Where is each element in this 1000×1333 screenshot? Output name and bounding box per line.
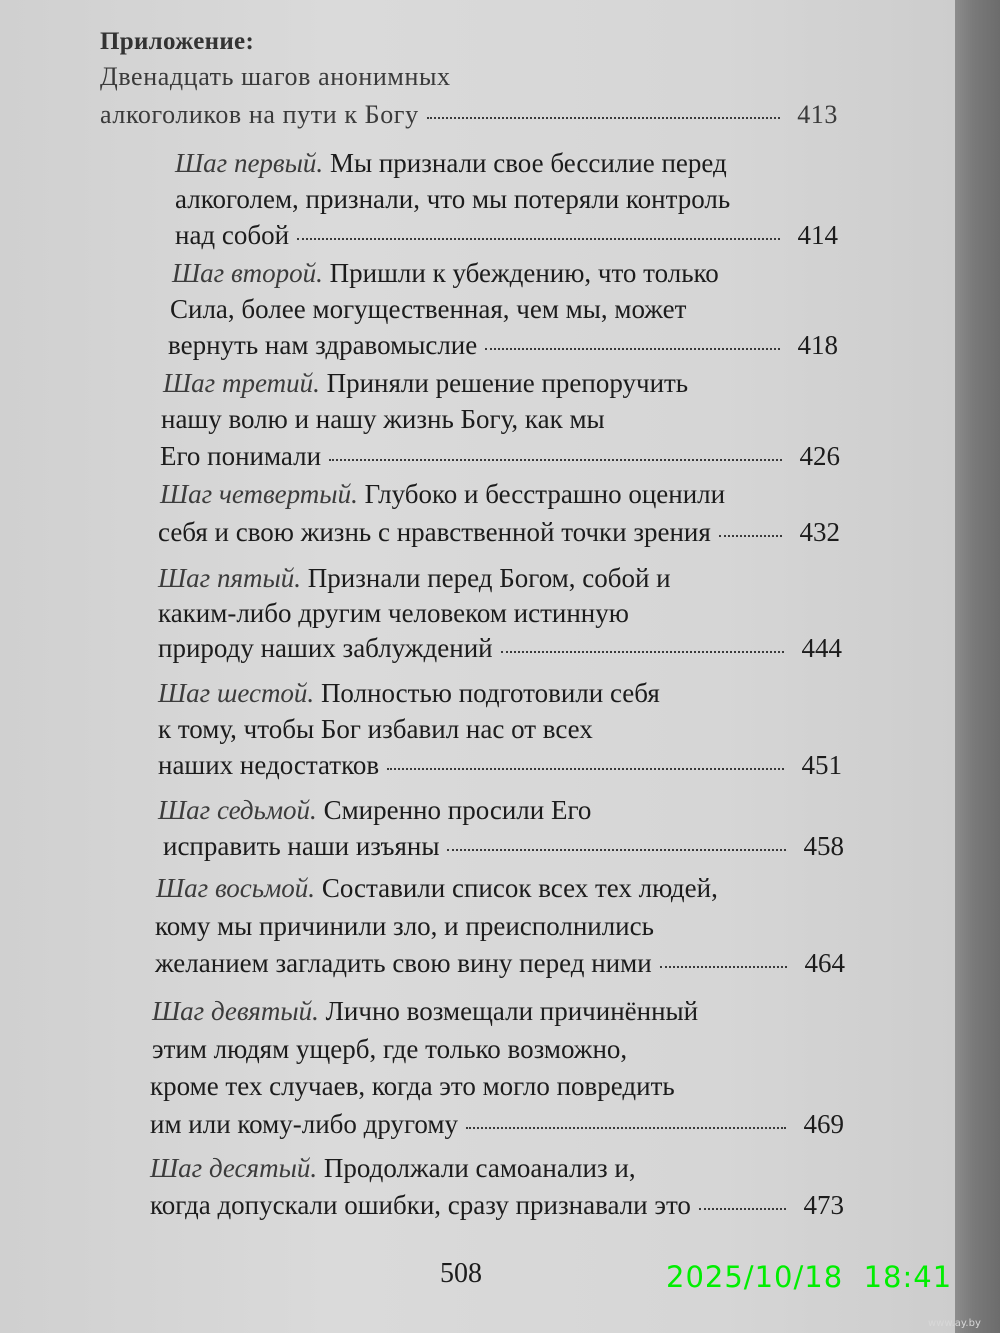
- entry-first-line: [150, 1153, 636, 1184]
- dot-leader: [466, 1127, 786, 1129]
- entry-last-line: [158, 517, 840, 548]
- entry-line: нашу волю и нашу жизнь Богу, как мы: [161, 404, 605, 434]
- step-name: Шаг второй.: [172, 258, 323, 288]
- entry-line: кому мы причинили зло, и преисполнились: [155, 911, 654, 941]
- step-name: Шаг первый.: [175, 148, 324, 178]
- entry-first-line: [152, 996, 698, 1027]
- entry-first-line: [163, 368, 688, 399]
- entry-page-number: 473: [803, 1190, 844, 1220]
- step-name: Шаг пятый.: [158, 563, 302, 593]
- entry-text: желанием загладить свою вину перед ними: [155, 948, 652, 978]
- entry-last-line: [168, 330, 838, 361]
- dot-leader: [699, 1208, 786, 1210]
- dot-leader: [501, 651, 784, 653]
- entry-text: Глубоко и бесстрашно оценили: [364, 479, 726, 509]
- entry-last-line: [158, 633, 842, 664]
- entry-first-line: [158, 795, 591, 826]
- entry-line: каким-либо другим человеком истинную: [158, 598, 629, 628]
- step-name: Шаг четвертый.: [160, 479, 358, 509]
- dot-leader: [719, 535, 782, 537]
- entry-text: Приняли решение препоручить: [326, 368, 689, 398]
- step-name: Шаг девятый.: [152, 996, 319, 1026]
- entry-text: Лично возмещали причинённый: [325, 996, 699, 1026]
- entry-page-number: 444: [801, 633, 842, 663]
- entry-last-line: [155, 948, 845, 979]
- entry-text: когда допускали ошибки, сразу признавали это: [150, 1190, 691, 1220]
- step-name: Шаг третий.: [163, 368, 320, 398]
- entry-line: алкоголем, признали, что мы потеряли контроль: [175, 184, 731, 214]
- entry-first-line: [156, 873, 718, 904]
- entry-line: к тому, чтобы Бог избавил нас от всех: [158, 714, 593, 744]
- dot-leader: [427, 117, 780, 119]
- entry-page-number: 451: [801, 750, 842, 780]
- entry-text: Продолжали самоанализ и,: [323, 1153, 636, 1183]
- entry-last-line: [150, 1109, 844, 1140]
- entry-page-number: 432: [799, 517, 840, 547]
- step-name: Шаг восьмой.: [156, 873, 316, 903]
- step-name: Шаг шестой.: [158, 678, 315, 708]
- dot-leader: [485, 348, 780, 350]
- dot-leader: [297, 238, 780, 240]
- appendix-title-line: [100, 100, 838, 130]
- entry-page-number: 426: [799, 441, 840, 471]
- entry-text: Его понимали: [160, 441, 322, 471]
- watermark: www.ay.by: [928, 1318, 981, 1329]
- entry-last-line: [175, 220, 838, 251]
- entry-text: Полностью подготовили себя: [320, 678, 660, 708]
- appendix-page-number: 413: [797, 100, 838, 129]
- dot-leader: [660, 966, 787, 968]
- photo-timestamp: 2025/10/18 18:41: [666, 1260, 953, 1294]
- entry-first-line: [175, 148, 727, 179]
- book-spine-shadow: [955, 0, 1000, 1333]
- dot-leader: [329, 459, 782, 461]
- entry-page-number: 418: [797, 330, 838, 360]
- entry-page-number: 458: [803, 831, 844, 861]
- entry-text: себя и свою жизнь с нравственной точки зрения: [158, 517, 711, 547]
- appendix-heading: Приложение:: [100, 28, 255, 55]
- appendix-title-line: Двенадцать шагов анонимных: [100, 62, 451, 91]
- entry-text: Признали перед Богом, собой и: [307, 563, 671, 593]
- dot-leader: [387, 768, 784, 770]
- entry-page-number: 469: [803, 1109, 844, 1139]
- entry-text: природу наших заблуждений: [158, 633, 493, 663]
- entry-first-line: [158, 563, 671, 594]
- dot-leader: [447, 849, 786, 851]
- entry-first-line: [158, 678, 660, 709]
- entry-text: им или кому-либо другому: [150, 1109, 458, 1139]
- entry-last-line: [163, 831, 844, 862]
- entry-page-number: 414: [797, 220, 838, 250]
- appendix-title-text: алкоголиков на пути к Богу: [100, 100, 419, 129]
- step-name: Шаг седьмой.: [158, 795, 317, 825]
- entry-first-line: [172, 258, 719, 289]
- entry-text: Смиренно просили Его: [323, 795, 592, 825]
- entry-line: этим людям ущерб, где только возможно,: [152, 1034, 628, 1064]
- entry-last-line: [158, 750, 842, 781]
- entry-text: исправить наши изъяны: [163, 831, 440, 861]
- page-number: 508: [440, 1258, 482, 1289]
- entry-first-line: [160, 479, 725, 510]
- entry-text: над собой: [175, 220, 290, 250]
- entry-line: Сила, более могущественная, чем мы, может: [170, 294, 687, 324]
- entry-text: Пришли к убеждению, что только: [329, 258, 719, 288]
- entry-line: кроме тех случаев, когда это могло повредить: [150, 1071, 675, 1101]
- step-name: Шаг десятый.: [150, 1153, 318, 1183]
- entry-text: наших недостатков: [158, 750, 380, 780]
- entry-text: вернуть нам здравомыслие: [168, 330, 478, 360]
- entry-page-number: 464: [804, 948, 845, 978]
- entry-last-line: [150, 1190, 844, 1221]
- entry-text: Составили список всех тех людей,: [321, 873, 718, 903]
- entry-text: Мы признали свое бессилие перед: [329, 148, 727, 178]
- entry-last-line: [160, 441, 840, 472]
